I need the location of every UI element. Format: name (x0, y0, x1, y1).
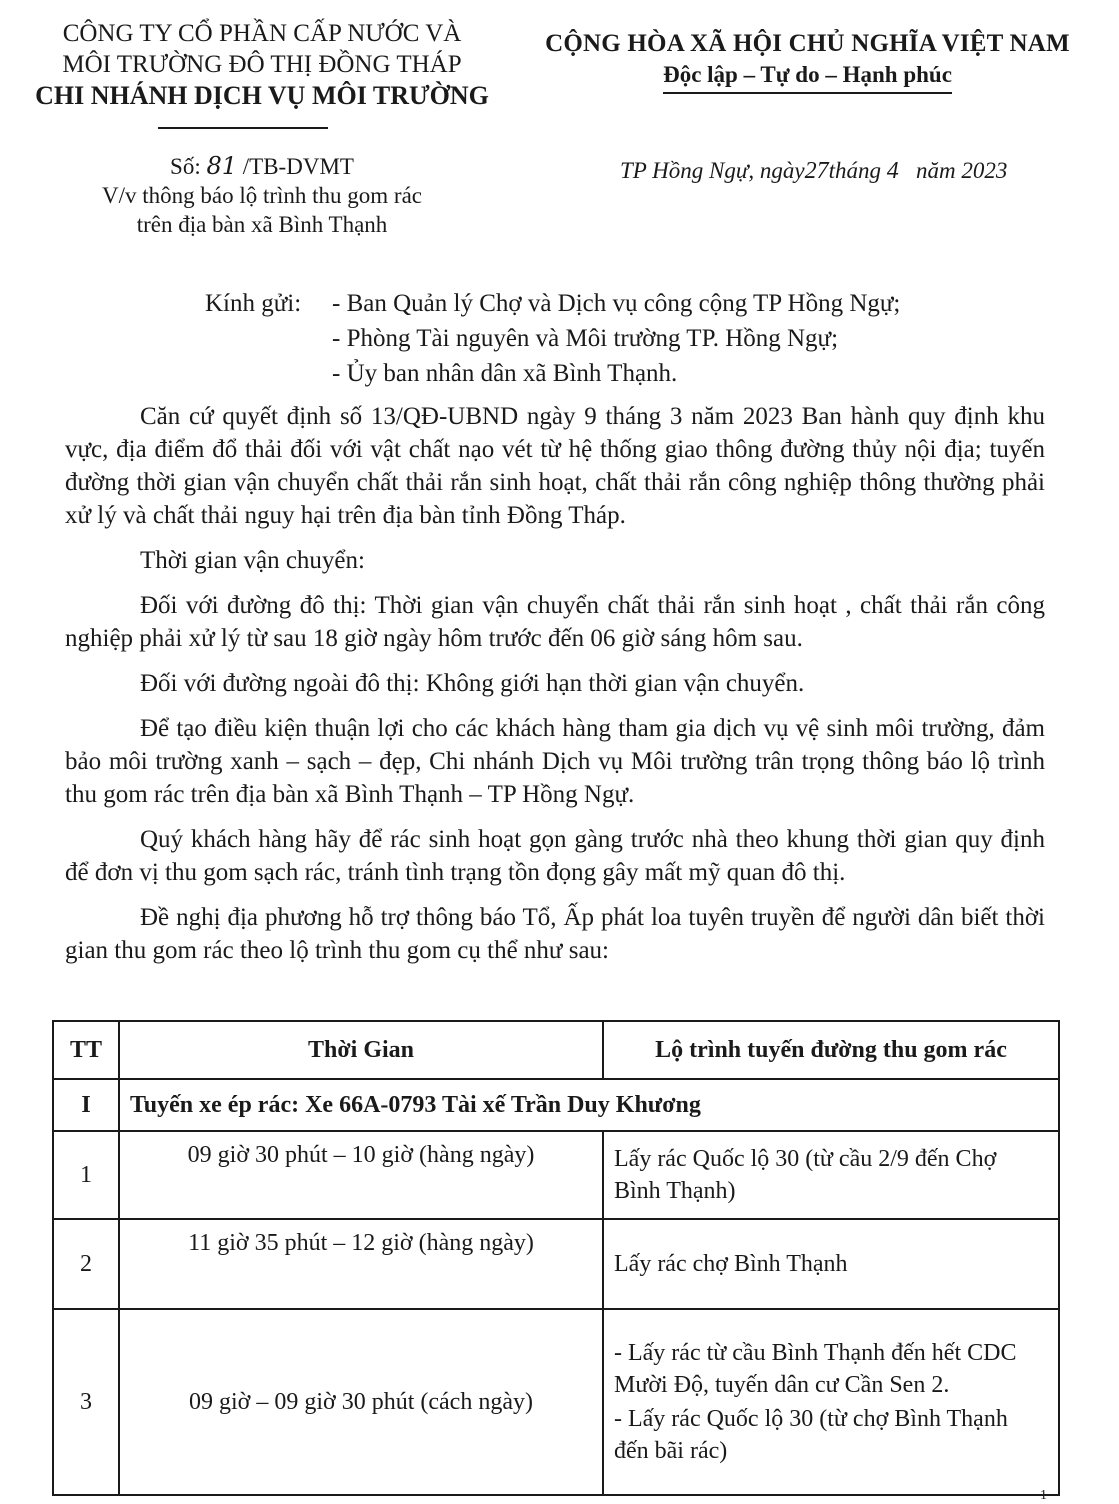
page-number: 1 (1040, 1488, 1047, 1503)
subject-line-2: trên địa bàn xã Bình Thạnh (136, 212, 388, 237)
recipient-item: - Ủy ban nhân dân xã Bình Thạnh. (332, 360, 678, 387)
header-time: Thời Gian (119, 1021, 603, 1079)
org-line-1: CÔNG TY CỔ PHẦN CẤP NƯỚC VÀ (62, 20, 462, 47)
row-time: 09 giờ – 09 giờ 30 phút (cách ngày) (119, 1309, 603, 1495)
year-label: năm 2023 (916, 158, 1008, 183)
recipient-row (205, 321, 900, 356)
recipient-row (205, 356, 900, 391)
table-row (53, 1131, 1059, 1219)
national-motto: Độc lập – Tự do – Hạnh phúc (663, 60, 952, 94)
subject-line-1: V/v thông báo lộ trình thu gom rác (101, 183, 423, 208)
body-paragraph: Để tạo điều kiện thuận lợi cho các khách hàng tham gia dịch vụ vệ sinh môi trường, đảm bảo môi trường xanh – sạch – đẹp, Chi nhánh Dịch vụ Môi trường trân trọng thông báo lộ trình thu gom rác trên địa bàn xã Bình Thạnh – TP Hồng Ngự. (65, 715, 1045, 808)
doc-number-prefix: Số: (170, 154, 201, 179)
month-label: tháng (828, 158, 882, 183)
recipient-item: - Ban Quản lý Chợ và Dịch vụ công cộng TP Hồng Ngự; (332, 290, 901, 317)
branch-name: CHI NHÁNH DỊCH VỤ MÔI TRƯỜNG (35, 81, 489, 110)
route-item: Lấy rác chợ Bình Thạnh (614, 1251, 848, 1277)
section-tt: I (53, 1079, 119, 1131)
document-number-block (22, 152, 502, 239)
body-paragraph: Đối với đường ngoài đô thị: Không giới hạn thời gian vận chuyển. (140, 670, 805, 697)
doc-number-suffix: /TB-DVMT (242, 154, 354, 179)
row-route (603, 1219, 1059, 1309)
org-underline (158, 127, 328, 129)
recipient-item: - Phòng Tài nguyên và Môi trường TP. Hồng Ngự; (332, 325, 839, 352)
date-month: 4 (886, 158, 899, 184)
body-text (65, 400, 1045, 979)
body-paragraph: Đề nghị địa phương hỗ trợ thông báo Tổ, Ấp phát loa tuyên truyền để người dân biết thời gian thu gom rác theo lộ trình thu gom cụ thể như sau: (65, 904, 1045, 964)
recipient-row (205, 286, 900, 321)
section-title: Tuyến xe ép rác: Xe 66A-0793 Tài xế Trần Duy Khương (119, 1079, 1059, 1131)
body-paragraph: Đối với đường đô thị: Thời gian vận chuyển chất thải rắn sinh hoạt , chất thải rắn công nghiệp phải xử lý từ sau 18 giờ ngày hôm trước đến 06 giờ sáng hôm sau. (65, 592, 1045, 652)
route-item: - Lấy rác Quốc lộ 30 (từ chợ Bình Thạnh đến bãi rác) (614, 1406, 1008, 1464)
row-tt: 1 (53, 1131, 119, 1219)
recipients-lead: Kính gửi: (205, 290, 302, 317)
table-section-row (53, 1079, 1059, 1131)
place-date (620, 158, 1007, 185)
header-route: Lộ trình tuyến đường thu gom rác (603, 1021, 1059, 1079)
body-paragraph: Quý khách hàng hãy để rác sinh hoạt gọn gàng trước nhà theo khung thời gian quy định để đơn vị thu gom sạch rác, tránh tình trạng tồn đọng gây mất mỹ quan đô thị. (65, 826, 1045, 886)
doc-number-value: 81 (206, 152, 238, 180)
row-route (603, 1309, 1059, 1495)
row-route (603, 1131, 1059, 1219)
org-header (22, 18, 502, 111)
org-line-2: MÔI TRƯỜNG ĐÔ THỊ ĐỒNG THÁP (62, 51, 462, 78)
table-header-row (53, 1021, 1059, 1079)
table-row (53, 1219, 1059, 1309)
row-time: 11 giờ 35 phút – 12 giờ (hàng ngày) (119, 1219, 603, 1309)
route-item: - Lấy rác từ cầu Bình Thạnh đến hết CDC Mười Độ, tuyến dân cư Cần Sen 2. (614, 1340, 1017, 1398)
body-paragraph: Căn cứ quyết định số 13/QĐ-UBND ngày 9 tháng 3 năm 2023 Ban hành quy định khu vực, địa điểm đổ thải đối với vật chất nạo vét từ hệ thống giao thông đường thủy nội địa; tuyến đường thời gian vận chuyển chất thải rắn sinh hoạt, chất thải rắn công nghiệp thông thường phải xử lý và chất thải nguy hại trên địa bàn tỉnh Đồng Tháp. (65, 403, 1045, 529)
row-time: 09 giờ 30 phút – 10 giờ (hàng ngày) (119, 1131, 603, 1219)
route-item: Lấy rác Quốc lộ 30 (từ cầu 2/9 đến Chợ Bình Thạnh) (614, 1146, 997, 1204)
country-name: CỘNG HÒA XÃ HỘI CHỦ NGHĨA VIỆT NAM (545, 30, 1070, 57)
table-row (53, 1309, 1059, 1495)
row-tt: 3 (53, 1309, 119, 1495)
recipients-block (205, 286, 900, 391)
date-day: 27 (804, 158, 829, 184)
national-header (510, 28, 1105, 94)
place-label: TP Hồng Ngự, ngày (620, 158, 805, 183)
header-tt: TT (53, 1021, 119, 1079)
collection-route-table (52, 1020, 1060, 1496)
row-tt: 2 (53, 1219, 119, 1309)
document-number (22, 152, 502, 181)
body-paragraph: Thời gian vận chuyển: (140, 547, 365, 574)
